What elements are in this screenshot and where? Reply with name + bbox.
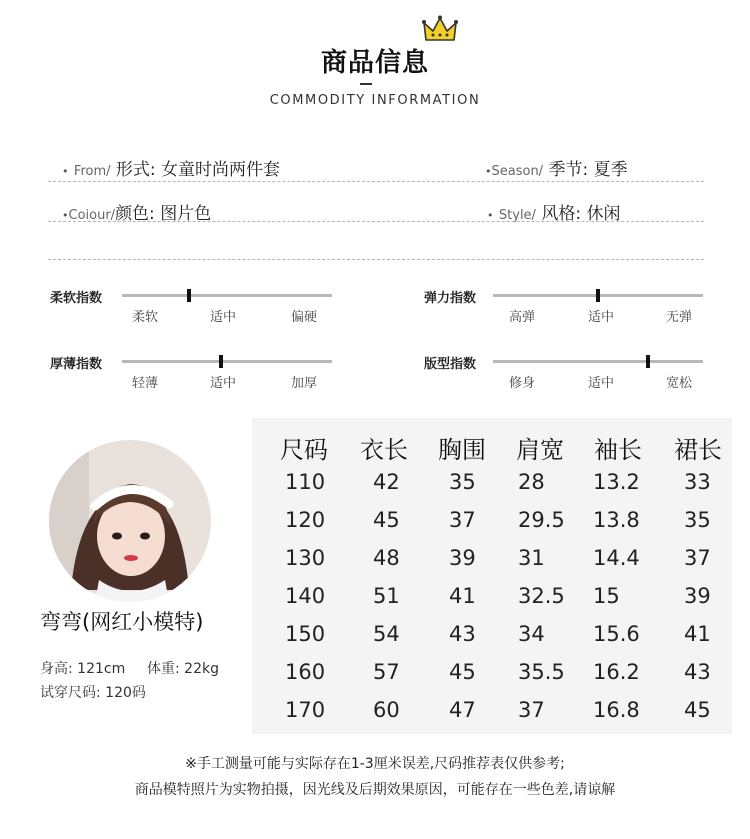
model-photo bbox=[49, 440, 211, 602]
info-colour: •Coiour/颜色: 图片色 bbox=[62, 204, 212, 224]
table-cell: 35 bbox=[684, 508, 711, 532]
table-cell: 150 bbox=[285, 622, 326, 646]
info-form: • From/ 形式: 女童时尚两件套 bbox=[62, 160, 281, 180]
season-label: Season/ bbox=[491, 164, 544, 179]
model-fit-size: 试穿尺码: 120码 bbox=[40, 685, 146, 701]
table-cell: 37 bbox=[449, 508, 476, 532]
scale-option: 修身 bbox=[508, 376, 535, 391]
scale-track bbox=[493, 360, 703, 363]
crown-icon bbox=[422, 14, 458, 44]
table-cell: 51 bbox=[373, 584, 400, 608]
style-key: 风格: bbox=[541, 204, 582, 224]
table-header: 裙长 bbox=[674, 436, 722, 464]
table-cell: 39 bbox=[684, 584, 711, 608]
scale-label: 厚薄指数 bbox=[50, 357, 103, 372]
scale-label: 版型指数 bbox=[424, 357, 477, 372]
table-cell: 41 bbox=[449, 584, 476, 608]
note-measurement: ※手工测量可能与实际存在1-3厘米误差,尺码推荐表仅供参考; bbox=[185, 756, 565, 772]
table-cell: 35 bbox=[449, 470, 476, 494]
colour-label: Coiour/ bbox=[68, 208, 116, 223]
scale-track bbox=[122, 294, 332, 297]
table-header: 袖长 bbox=[594, 436, 642, 464]
size-table bbox=[252, 418, 732, 734]
table-cell: 42 bbox=[373, 470, 400, 494]
season-key: 季节: bbox=[548, 160, 589, 180]
colour-value: 图片色 bbox=[160, 204, 212, 224]
scale-marker bbox=[219, 355, 223, 368]
table-cell: 45 bbox=[373, 508, 400, 532]
form-key: 形式: bbox=[115, 160, 156, 180]
divider bbox=[48, 259, 704, 260]
title-divider bbox=[360, 83, 372, 85]
table-cell: 140 bbox=[285, 584, 326, 608]
scale-marker bbox=[596, 289, 600, 302]
divider bbox=[48, 181, 704, 182]
note-color: 商品模特照片为实物拍摄，因光线及后期效果原因，可能存在一些色差,请谅解 bbox=[134, 782, 616, 798]
model-height: 身高: 121cm bbox=[40, 661, 126, 677]
table-cell: 160 bbox=[285, 660, 326, 684]
scale-option: 宽松 bbox=[665, 376, 692, 391]
table-cell: 13.8 bbox=[593, 508, 640, 532]
table-cell: 14.4 bbox=[593, 546, 640, 570]
table-cell: 60 bbox=[373, 698, 400, 722]
table-cell: 39 bbox=[449, 546, 476, 570]
style-label: Style/ bbox=[498, 208, 536, 223]
table-cell: 45 bbox=[449, 660, 476, 684]
table-cell: 130 bbox=[285, 546, 326, 570]
scale-option: 高弹 bbox=[508, 310, 535, 325]
scale-marker bbox=[646, 355, 650, 368]
table-cell: 43 bbox=[449, 622, 476, 646]
scale-option: 无弹 bbox=[665, 310, 692, 325]
table-cell: 34 bbox=[518, 622, 545, 646]
table-cell: 110 bbox=[285, 470, 326, 494]
page-title: 商品信息 bbox=[320, 48, 429, 78]
form-label: From/ bbox=[73, 164, 111, 179]
table-cell: 31 bbox=[518, 546, 545, 570]
table-cell: 45 bbox=[684, 698, 711, 722]
season-value: 夏季 bbox=[593, 160, 628, 180]
table-cell: 57 bbox=[373, 660, 400, 684]
scale-track bbox=[122, 360, 332, 363]
scale-option: 偏硬 bbox=[290, 310, 317, 325]
table-cell: 16.8 bbox=[593, 698, 640, 722]
scale-label: 弹力指数 bbox=[424, 291, 477, 306]
scale-option: 适中 bbox=[587, 376, 614, 391]
scale-label: 柔软指数 bbox=[50, 291, 103, 306]
table-cell: 120 bbox=[285, 508, 326, 532]
scale-option: 适中 bbox=[587, 310, 614, 325]
table-header: 胸围 bbox=[438, 436, 486, 464]
model-name bbox=[40, 606, 203, 636]
info-season: •Season/ 季节: 夏季 bbox=[485, 160, 628, 180]
table-header: 衣长 bbox=[360, 436, 408, 464]
table-cell: 170 bbox=[285, 698, 326, 722]
style-value: 休闲 bbox=[586, 204, 621, 224]
table-cell: 16.2 bbox=[593, 660, 640, 684]
scale-marker bbox=[187, 289, 191, 302]
model-weight: 体重: 22kg bbox=[147, 661, 219, 677]
table-cell: 41 bbox=[684, 622, 711, 646]
scale-option: 适中 bbox=[209, 310, 236, 325]
table-cell: 29.5 bbox=[518, 508, 565, 532]
table-cell: 32.5 bbox=[518, 584, 565, 608]
form-value: 女童时尚两件套 bbox=[161, 160, 281, 180]
table-cell: 48 bbox=[373, 546, 400, 570]
table-cell: 13.2 bbox=[593, 470, 640, 494]
model-tag: (网红小模特) bbox=[82, 610, 204, 634]
scale-option: 轻薄 bbox=[131, 376, 158, 391]
table-cell: 15 bbox=[593, 584, 620, 608]
table-cell: 15.6 bbox=[593, 622, 640, 646]
table-header: 肩宽 bbox=[516, 436, 564, 464]
table-cell: 54 bbox=[373, 622, 400, 646]
table-cell: 33 bbox=[684, 470, 711, 494]
page-subtitle: COMMODITY INFORMATION bbox=[269, 93, 481, 108]
colour-key: 颜色: bbox=[115, 204, 155, 224]
table-cell: 43 bbox=[684, 660, 711, 684]
divider bbox=[48, 221, 704, 222]
model-name-text: 弯弯 bbox=[40, 610, 82, 634]
scale-option: 适中 bbox=[209, 376, 236, 391]
table-cell: 35.5 bbox=[518, 660, 565, 684]
scale-option: 加厚 bbox=[290, 376, 317, 391]
table-cell: 28 bbox=[518, 470, 545, 494]
table-header: 尺码 bbox=[280, 436, 328, 464]
table-cell: 47 bbox=[449, 698, 476, 722]
table-cell: 37 bbox=[684, 546, 711, 570]
scale-option: 柔软 bbox=[131, 310, 158, 325]
table-cell: 37 bbox=[518, 698, 545, 722]
info-style: • Style/ 风格: 休闲 bbox=[487, 204, 621, 224]
